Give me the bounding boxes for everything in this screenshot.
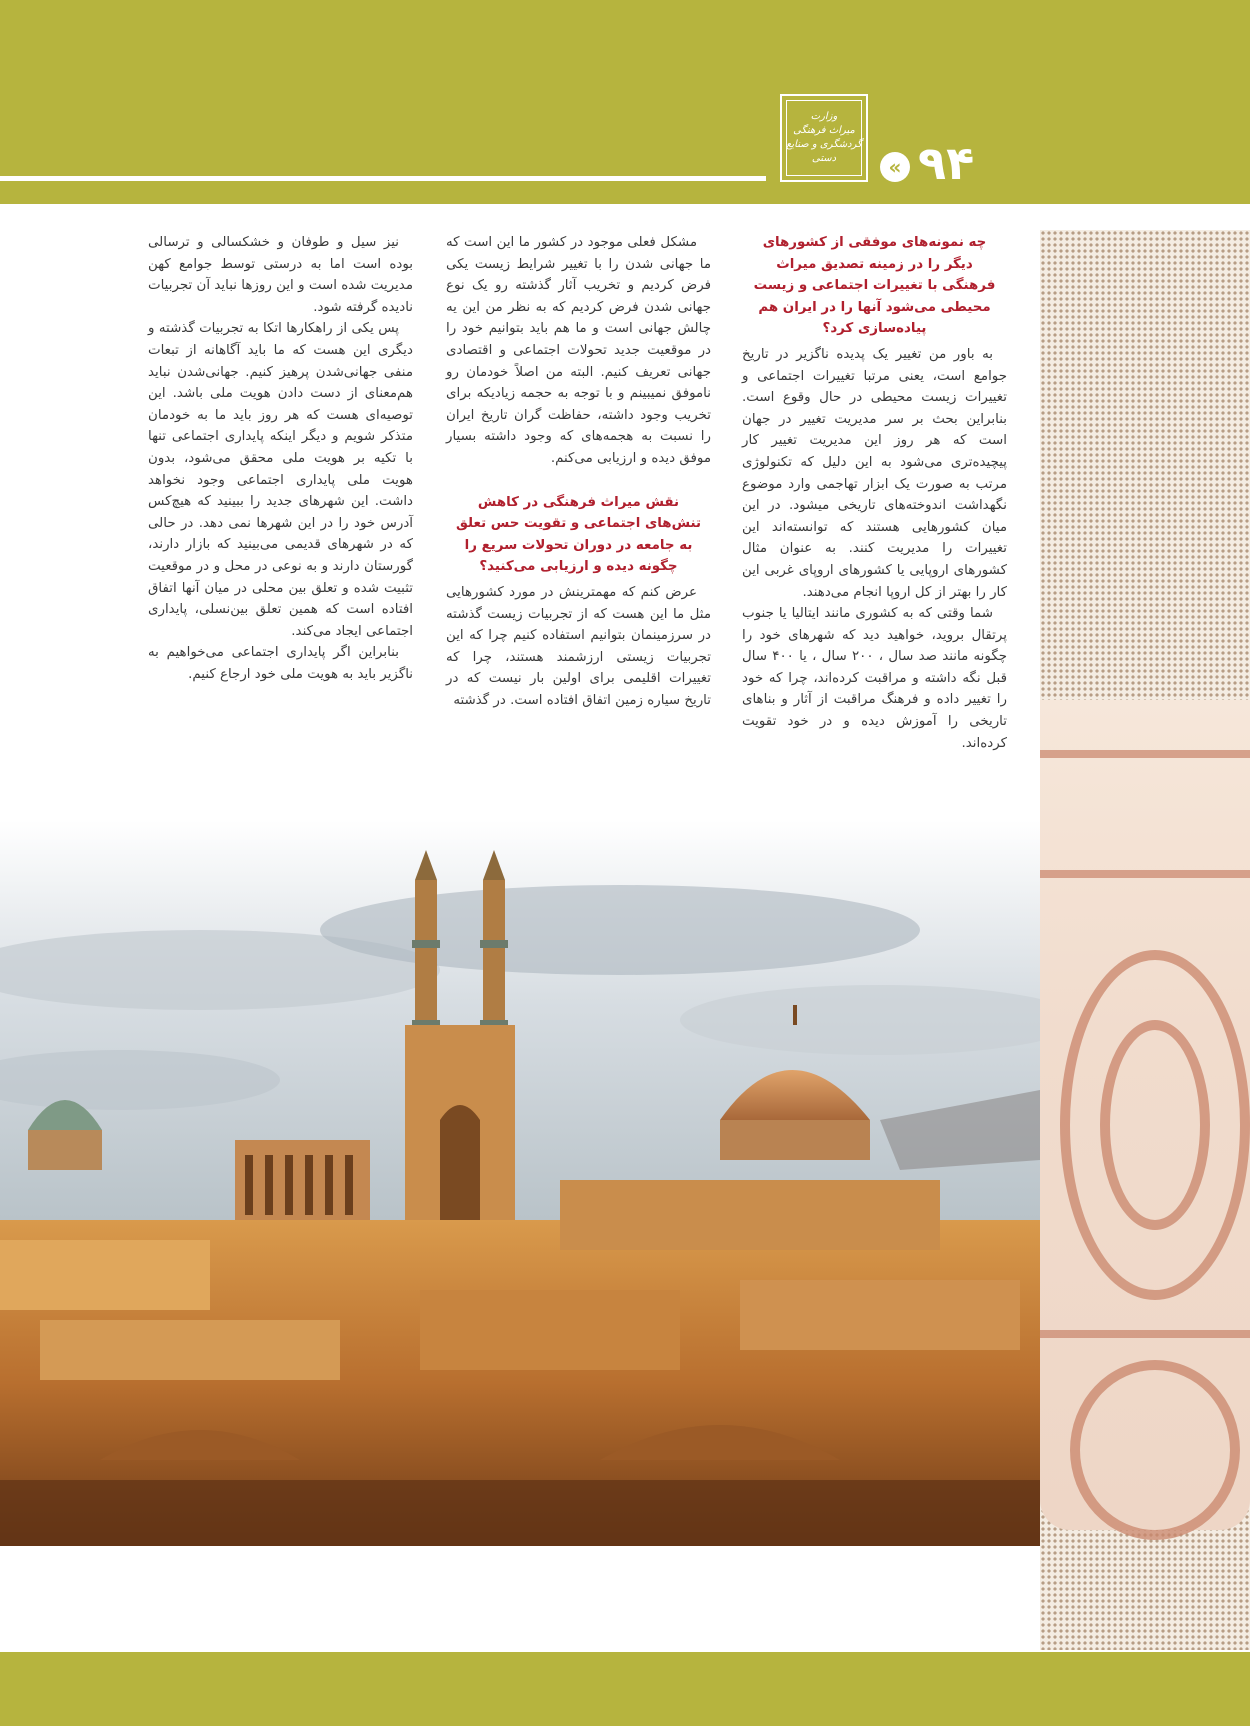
cloud (320, 885, 920, 975)
header-rule (0, 176, 766, 181)
paragraph: نیز سیل و طوفان و خشکسالی و ترسالی بوده است اما به درستی توسط جوامع کهن مدیریت شده است و این روزها نباید آن تجربیات نادیده گرفته شود. (148, 235, 413, 315)
question-heading-2: نقش میراث فرهنگی در کاهش تنش‌های اجتماعی و تقویت حس تعلق به جامعه در دوران تحولات سریع را چگونه دیده و ارزیابی می‌کنید؟ (455, 494, 701, 575)
minaret-band (412, 940, 440, 948)
vase-band (1040, 750, 1250, 758)
paragraph: بنابراین اگر پایداری اجتماعی می‌خواهیم به ناگزیر باید به هویت ملی خود ارجاع کنیم. (148, 645, 413, 682)
foreground-shadow (0, 1480, 1040, 1546)
paragraph: به باور من تغییر یک پدیده ناگزیر در تاریخ جوامع است، یعنی مرتبا تغییرات اجتماعی و تغییرات زیست محیطی در حال وقوع است. بنابراین بحث بر سر مدیریت تغییر در جهان است که هر روز این مدیریت تغییر کار پیچیده‌تری می‌شود به این دلیل که تکنولوژی مرتب به صورت یک ابزار تهاجمی وارد موضوع نگهداشت اندوخته‌های تاریخی میشود. در این میان کشورهایی هستند که توانسته‌اند این تغییرات را مدیریت کنند. به عنوان مثال کشورهای اروپایی یا کشورهای اروپای غربی این کار را بهتر از کل اروپا انجام می‌دهند. (742, 346, 1007, 600)
dome-drum (720, 1120, 870, 1160)
logo-line-3: گردشگری و صنایع دستی (786, 139, 862, 164)
windcatcher-vent (285, 1155, 293, 1215)
logo-line-2: میراث فرهنگی (793, 125, 855, 136)
paragraph: عرض کنم که مهمترینش در مورد کشورهایی مثل ما این هست که از تجربیات زیست گذشته در سرزمینمان بتوانیم استفاده کنیم چرا که این تجربیات زیستی ارزشمند هستند، چرا که تغییرات اقلیمی برای اولین بار نیست که در تاریخ سیاره زمین اتفاق افتاده است. در گذشته (446, 584, 711, 708)
article-column-middle (446, 232, 711, 711)
ministry-logo (780, 94, 868, 182)
vase-ornament (1070, 1360, 1240, 1540)
windcatcher-vent (245, 1155, 253, 1215)
page-number: ۹۴ (918, 136, 975, 190)
windcatcher-vent (325, 1155, 333, 1215)
minaret-band (480, 940, 508, 948)
rooftop (0, 1240, 210, 1310)
cityscape-illustration (0, 820, 1040, 1546)
footer-band (0, 1652, 1250, 1726)
rooftop (40, 1320, 340, 1380)
double-chevron-icon: « (880, 152, 910, 182)
windcatcher-vent (345, 1155, 353, 1215)
vase-band (1040, 1330, 1250, 1338)
article-column-right (742, 232, 1007, 754)
vase-band (1040, 870, 1250, 878)
dome-finial (793, 1005, 797, 1025)
small-dome-base (28, 1130, 102, 1170)
question-heading-1: چه نمونه‌های موفقی از کشورهای دیگر را در زمینه تصدیق میراث فرهنگی با تغییرات اجتماعی و زیست محیطی می‌شود آنها را در ایران هم پیاده‌سازی کرد؟ (753, 235, 996, 337)
header-band (0, 0, 1250, 204)
windcatcher-vent (305, 1155, 313, 1215)
yazd-jameh-mosque-photo (0, 820, 1040, 1546)
mosque-courtyard-wall (560, 1180, 940, 1250)
vase-ornament (1100, 1020, 1210, 1230)
rooftop (740, 1280, 1020, 1350)
paragraph: پس یکی از راهکارها اتکا به تجربیات گذشته و دیگری این هست که ما باید آگاهانه از تبعات منفی جهانی‌شدن پرهیز کنیم. جهانی‌شدن نباید هم‌معنای از دست دادن هویت ملی باشد. این توصیه‌ای هست که هر روز باید ما به خودمان متذکر شویم و دیگر اینکه پایداری اجتماعی تنها با تکیه بر هویت ملی محقق می‌شود، بدون هویت ملی پایداری اجتماعی وجود نخواهد داشت. این شهرهای جدید را ببینید که هیچ‌کس آدرس خود را در این شهرها نمی دهد. در حالی که در شهرهای قدیمی می‌بینید که بازار دارند، گورستان دارند و به نوعی در محل و در موقعیت تثبیت شده و تعلق بین محلی در میان آنها اتفاق افتاده است که همین تعلق بین‌نسلی، پایداری اجتماعی ایجاد می‌کند. (148, 321, 413, 639)
article-column-left (148, 232, 413, 685)
paragraph: مشکل فعلی موجود در کشور ما این است که ما جهانی شدن را با تغییر شرایط زیست یکی فرض کردیم و تخریب آثار گذشته رو یک نوع جهانی شدن فرض کردیم که به نظر من این یه چالش جهانی است و ما هم باید بتوانیم خود را در موقعیت جدید تحولات اجتماعی و اقتصادی جهانی تعریف کنیم. البته من اصلاً خودمان رو ناموفق نمیبینم و با توجه به حجمه زیادیکه برای تخریب وجود داشته، حفاظت گران تاریخ ایران را نسبت به هجمه‌های که وجود داشته بسیار موفق دیده و ارزیابی می‌کنم. (446, 235, 711, 466)
pottery-vase-image (1040, 230, 1250, 1650)
paragraph: شما وقتی که به کشوری مانند ایتالیا یا جنوب پرتقال بروید، خواهید دید که شهرهای خود را چگونه مانند صد سال ، ۲۰۰ سال ، یا ۴۰۰ سال قبل نگه داشته و مراقبت کرده‌اند، چرا که خود را تغییر داده و فرهنگ مراقبت از آثار و بناهای تاریخی را آموزش دیده و در خود تقویت کرده‌اند. (742, 606, 1007, 751)
windcatcher-vent (265, 1155, 273, 1215)
logo-line-1: وزارت (810, 111, 838, 122)
rooftop (420, 1290, 680, 1370)
